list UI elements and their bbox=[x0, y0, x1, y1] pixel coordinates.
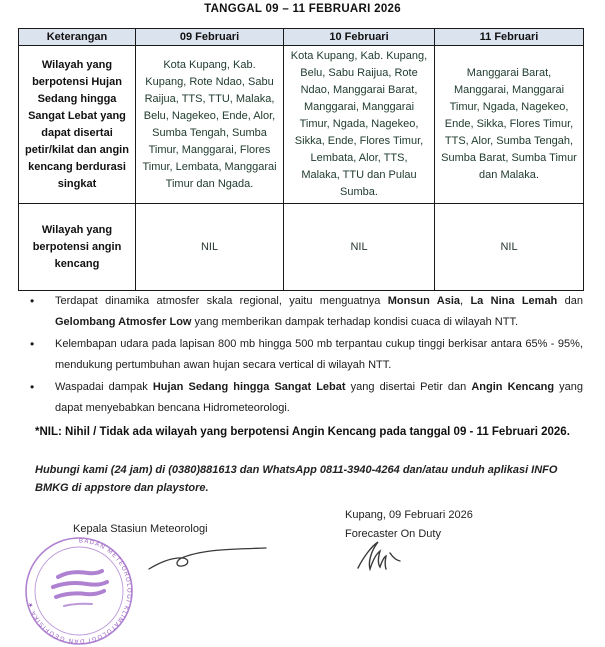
header-date-3: 11 Februari bbox=[435, 29, 584, 46]
nil-day2: NIL bbox=[284, 204, 435, 291]
report-title: TANGGAL 09 – 11 FEBRUARI 2026 bbox=[204, 3, 401, 15]
station-head-title: Kepala Stasiun Meteorologi bbox=[73, 523, 208, 535]
signature-left-icon bbox=[145, 545, 270, 573]
bullet-text: Kelembapan udara pada lapisan 800 mb hingga 500 mb terpantau cukup tinggi berkisar antara 65% - 95%, mendukung pertumbuhan awan hujan secara vertical di wilayah NTT. bbox=[55, 338, 583, 371]
nil-definition-note: *NIL: Nihil / Tidak ada wilayah yang berpotensi Angin Kencang pada tanggal 09 - 11 Februari 2026. bbox=[35, 426, 570, 438]
forecaster-role: Forecaster On Duty bbox=[345, 527, 441, 540]
table-row bbox=[19, 204, 584, 291]
bullet-icon: • bbox=[30, 294, 35, 308]
header-date-2: 10 Februari bbox=[284, 29, 435, 46]
bullet-text: Waspadai dampak Hujan Sedang hingga Sangat Lebat yang disertai Petir dan Angin Kencang yang dapat menyebabkan bencana Hidrometeorologi. bbox=[55, 381, 583, 414]
header-date-1: 09 Februari bbox=[136, 29, 284, 46]
bullet-icon: • bbox=[30, 337, 35, 351]
header-keterangan: Keterangan bbox=[19, 29, 136, 46]
contact-info: Hubungi kami (24 jam) di (0380)881613 dan WhatsApp 0811-3940-4264 dan/atau unduh aplikasi INFO BMKG di appstore dan playstore. bbox=[35, 464, 558, 494]
place-date: Kupang, 09 Februari 2026 bbox=[345, 509, 473, 521]
stamp-ring-text: BADAN METEOROLOGI KLIMATOLOGI DAN GEOFISIKA ★ bbox=[27, 538, 132, 644]
table-header-row bbox=[19, 29, 584, 46]
nil-day1: NIL bbox=[136, 204, 284, 291]
table-row bbox=[19, 46, 584, 204]
forecast-table bbox=[18, 28, 584, 291]
bullet-item-warning bbox=[30, 377, 583, 418]
signature-right-icon bbox=[353, 538, 408, 572]
bullet-text: Terdapat dinamika atmosfer skala regional, yaitu menguatnya Monsun Asia, La Nina Lemah dan Gelombang Atmosfer Low yang memberikan dampak terhadap kondisi cuaca di wilayah NTT. bbox=[55, 295, 583, 328]
bullet-icon: • bbox=[30, 380, 35, 394]
bmkg-stamp-icon bbox=[20, 529, 138, 647]
analysis-bullets bbox=[30, 291, 583, 420]
nil-day3: NIL bbox=[435, 204, 584, 291]
svg-text:BADAN METEOROLOGI KLIMATOLOGI bbox=[27, 538, 132, 643]
regions-day1: Kota Kupang, Kab. Kupang, Rote Ndao, Sabu Raijua, TTS, TTU, Malaka, Belu, Nagekeo, Ende, Alor, Sumba Tengah, Sumba Timur, Manggarai, Flores Timur, Lembata, Manggarai Timur dan Ngada. bbox=[136, 46, 284, 204]
regions-day3: Manggarai Barat, Manggarai, Manggarai Timur, Ngada, Nagekeo, Ende, Sikka, Flores Timur, TTS, Alor, Sumba Tengah, Sumba Barat, Sumba Timur dan Malaka. bbox=[435, 46, 584, 204]
bullet-item-atmosphere bbox=[30, 291, 583, 332]
regions-day2: Kota Kupang, Kab. Kupang, Belu, Sabu Raijua, Rote Ndao, Manggarai Barat, Manggarai, Manggarai Timur, Ngada, Nagekeo, Sikka, Ende, Flores Timur, Lembata, Alor, TTS, Malaka, TTU dan Pulau Sumba. bbox=[284, 46, 435, 204]
row-label-strong-wind: Wilayah yang berpotensi angin kencang bbox=[19, 204, 136, 291]
bullet-item-humidity bbox=[30, 334, 583, 375]
row-label-heavy-rain: Wilayah yang berpotensi Hujan Sedang hingga Sangat Lebat yang dapat disertai petir/kilat dan angin kencang berdurasi singkat bbox=[19, 46, 136, 204]
